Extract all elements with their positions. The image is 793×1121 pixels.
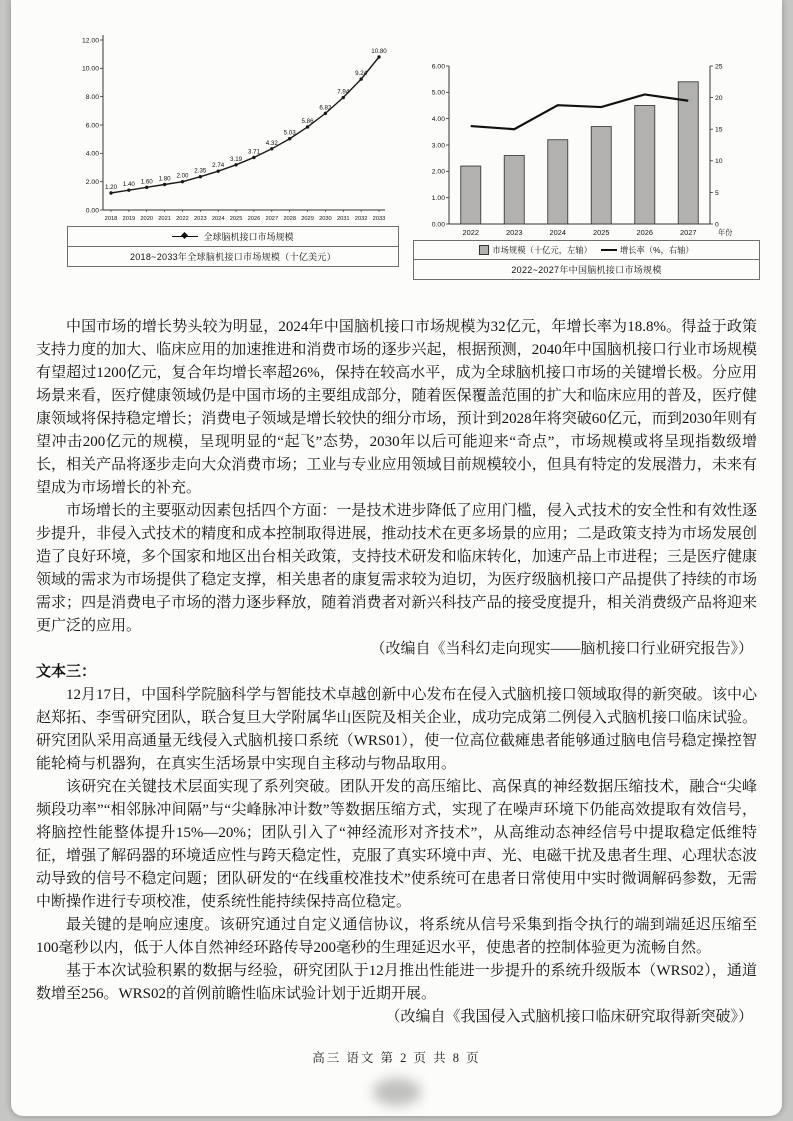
svg-text:2.00: 2.00 [176,172,189,180]
china-bci-chart-block [413,54,760,280]
svg-text:1.40: 1.40 [122,181,135,189]
line-series-marker-icon [601,249,617,251]
svg-text:2023: 2023 [194,216,207,222]
chart2-caption: 2022~2027年中国脑机接口市场规模 [413,259,760,280]
svg-text:12.00: 12.00 [81,37,99,45]
svg-text:1.80: 1.80 [158,175,171,183]
paragraph-response-latency: 最关键的是响应速度。该研究通过自定义通信协议，将系统从信号采集到指令执行的端到端延迟压缩至100毫秒以内，低于人体自然神经环路传导200毫秒的生理延迟水平，使患者的控制体验更为流畅自然。 [36,917,757,956]
svg-text:2.00: 2.00 [85,179,99,187]
svg-text:6.00: 6.00 [85,122,99,130]
svg-text:2020: 2020 [140,216,154,222]
svg-text:6.00: 6.00 [431,63,445,71]
svg-text:2.00: 2.00 [431,168,445,176]
svg-text:2031: 2031 [336,216,350,222]
chart2-legend-bar-label: 市场规模（十亿元，左轴） [492,245,592,255]
attribution-text2: （改编自《当科幻走向现实——脑机接口行业研究报告》） [370,641,753,657]
svg-text:2028: 2028 [283,216,296,222]
chart2-legend [413,240,760,260]
svg-text:4.32: 4.32 [265,139,278,147]
paragraph-key-technologies: 该研究在关键技术层面实现了系列突破。团队开发的高压缩比、高保真的神经数据压缩技术，融合“尖峰频段功率”“相邻脉冲间隔”与“尖峰脉冲计数”等数据压缩方式，实现了在噪声环境下仍能高效提取有效信号，将脑控性能整体提升15%—20%；团队引入了“神经流形对齐技术”，从高维动态神经信号中提取稳定低维特征，增强了解码器的环境适应性与跨天稳定性，克服了真实环境中声、光、电磁干扰及患者生理、心理状态波动导致的信号不稳定问题；团队研发的“在线重校准技术”使系统可在患者日常使用中实时微调解码参数，无需中断操作进行专项校准，使系统性能持续保持高位稳定。 [36,779,757,910]
svg-text:2029: 2029 [301,216,314,222]
chart1-caption: 2018~2033年全球脑机接口市场规模（十亿美元） [67,246,399,267]
chart1-legend-label: 全球脑机接口市场规模 [203,232,294,242]
svg-text:2025: 2025 [593,228,610,237]
svg-text:15: 15 [715,126,723,134]
svg-text:6.82: 6.82 [319,104,332,112]
line-series-marker-icon [172,236,198,237]
chart1-legend [67,226,399,247]
svg-text:1.00: 1.00 [431,195,445,203]
page-footer: 高三 语文 第 2 页 共 8 页 [312,1051,481,1065]
svg-text:2023: 2023 [506,228,523,237]
paragraph-china-market-growth: 中国市场的增长势头较为明显，2024年中国脑机接口市场规模为32亿元，年增长率为18.8%。得益于政策支持力度的加大、临床应用的加速推进和消费市场的逐步兴起，根据预测，2040年中国脑机接口行业市场规模有望超过1200亿元，复合年均增长率超26%，保持在较高水平，成为全球脑机接口市场的关键增长极。分应用场景来看，医疗健康领域仍是中国市场的主要组成部分，随着医保覆盖范围的扩大和临床应用的普及，医疗健康领域将保持稳定增长；消费电子领域是增长较快的细分市场，预计到2028年将突破60亿元，而到2030年则有望冲击200亿元的规模，呈现明显的“起飞”态势，2030年以后可能迎来“奇点”，市场规模或将呈现指数级增长，相关产品将逐步走向大众消费市场；工业与专业应用领域目前规模较小，但具有特定的发展潜力，未来有望成为市场增长的补充。 [36,319,757,496]
paragraph-system-upgrade: 基于本次试验积累的数据与经验，研究团队于12月推出性能进一步提升的系统升级版本（WRS02），通道数增至256。WRS02的首例前瞻性临床试验计划于近期开展。 [36,963,757,1002]
svg-text:10.80: 10.80 [371,48,387,55]
global-bci-line-chart [67,24,399,226]
svg-text:0: 0 [715,221,719,229]
svg-text:2019: 2019 [122,216,136,222]
svg-text:25: 25 [715,63,723,71]
svg-text:3.71: 3.71 [247,148,260,156]
paragraph-clinical-breakthrough: 12月17日，中国科学院脑科学与智能技术卓越创新中心发布在侵入式脑机接口领域取得的新突破。该中心赵郑拓、李雪研究团队，联合复旦大学附属华山医院及相关企业，成功完成第二例侵入式脑机接口临床试验。研究团队采用高通量无线侵入式脑机接口系统（WRS01），使一位高位截瘫患者能够通过脑电信号稳定操控智能轮椅与机器狗，在真实生活场景中实现自主移动与物品取用。 [36,687,757,772]
svg-text:5.00: 5.00 [431,89,445,97]
svg-text:2030: 2030 [319,216,332,222]
charts-row [11,24,782,308]
svg-text:2.35: 2.35 [194,167,207,175]
svg-text:2.74: 2.74 [212,162,225,170]
svg-text:1.60: 1.60 [140,178,153,186]
svg-text:2025: 2025 [229,216,243,222]
svg-text:4.00: 4.00 [85,150,99,158]
svg-text:2026: 2026 [247,216,261,222]
svg-text:2022: 2022 [462,228,479,237]
svg-text:2027: 2027 [265,216,279,222]
svg-text:2032: 2032 [354,216,368,222]
svg-text:0.00: 0.00 [431,221,445,229]
svg-text:9.24: 9.24 [355,70,368,78]
svg-text:2027: 2027 [680,228,697,237]
svg-text:1.20: 1.20 [104,184,118,191]
svg-text:20: 20 [715,95,723,102]
svg-text:2033: 2033 [372,216,386,222]
svg-text:10.00: 10.00 [81,65,99,73]
svg-text:5: 5 [715,189,719,197]
chart2-legend-line-label: 增长率（%，右轴） [619,245,694,255]
china-bci-combo-chart [413,54,760,240]
svg-text:2024: 2024 [211,216,225,222]
bar-series-marker-icon [479,245,489,255]
passage-text [11,308,782,1029]
svg-text:3.19: 3.19 [230,155,243,163]
attribution-text3: （改编自《我国侵入式脑机接口临床研究取得新突破》） [385,1009,753,1025]
svg-text:2024: 2024 [549,228,566,237]
global-bci-chart-block [67,24,399,267]
svg-text:5.86: 5.86 [301,117,314,125]
svg-text:8.00: 8.00 [85,94,99,102]
svg-text:2026: 2026 [636,228,653,237]
text3-heading: 文本三： [36,664,97,680]
svg-text:7.94: 7.94 [337,88,350,96]
svg-text:4.00: 4.00 [431,116,445,124]
svg-text:5.03: 5.03 [283,129,296,137]
svg-text:10: 10 [715,158,723,166]
svg-text:2021: 2021 [158,216,171,222]
watermark-stamp [373,1078,421,1106]
svg-text:2022: 2022 [176,216,189,222]
paragraph-growth-drivers: 市场增长的主要驱动因素包括四个方面：一是技术进步降低了应用门槛，侵入式技术的安全性和有效性逐步提升，非侵入式技术的精度和成本控制取得进展，推动技术在更多场景的应用；二是政策支持为市场发展创造了良好环境，多个国家和地区出台相关政策，支持技术研发和临床转化，加速产品上市进程；三是医疗健康领域的需求为市场提供了稳定支撑，相关患者的康复需求较为迫切，为医疗级脑机接口产品提供了持续的市场需求；四是消费电子市场的潜力逐步释放，随着消费者对新兴科技产品的接受度提升，相关消费级产品将迎来更广泛的应用。 [36,503,757,634]
exam-page [11,0,782,1116]
svg-text:2018: 2018 [104,216,118,222]
svg-text:3.00: 3.00 [431,142,445,150]
svg-text:年份: 年份 [718,228,733,237]
svg-text:0.00: 0.00 [85,207,99,215]
